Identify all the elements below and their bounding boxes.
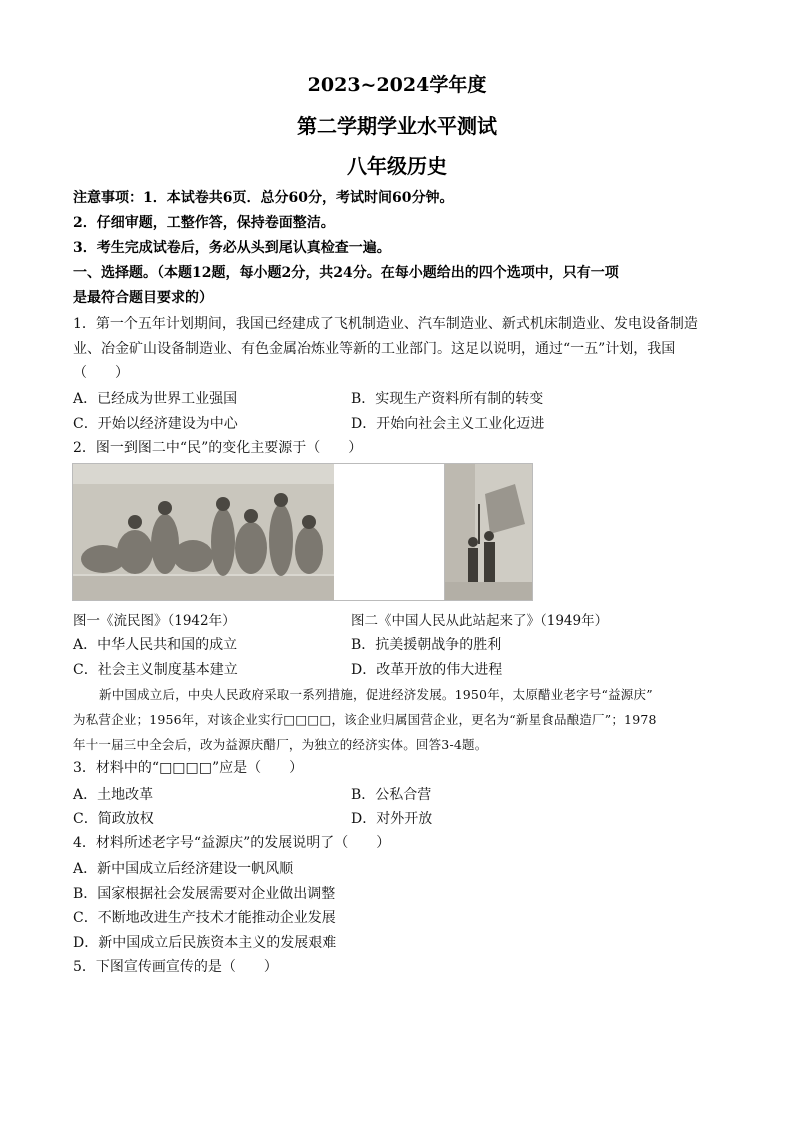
q2-option-a: A．中华人民共和国的成立 [73,637,238,653]
q2-option-d: D．改革开放的伟大进程 [351,662,503,678]
section-heading-line1: 一、选择题。（本题12题，每小题2分，共24分。在每小题给出的四个选项中，只有一项 [73,265,619,281]
q3-option-d: D．对外开放 [351,811,433,827]
note-1: 注意事项：1．本试卷共6页．总分60分，考试时间60分钟。 [73,190,454,206]
q1-stem-line3: （ ） [73,365,129,381]
q4-option-c: C．不断地改进生产技术才能推动企业发展 [73,910,336,926]
q2-option-b: B．抗美援朝战争的胜利 [351,637,502,653]
figure-gap [334,463,444,601]
q3-option-b: B．公私合营 [351,787,432,803]
material-line2: 为私营企业；1956年，对该企业实行□□□□，该企业归属国营企业，更名为“新星食品酿造厂”；1978 [73,712,657,727]
figure-1-image [72,463,336,601]
q1-option-a: A．已经成为世界工业强国 [73,391,238,407]
q1-stem-line1: 1．第一个五年计划期间，我国已经建成了飞机制造业、汽车制造业、新式机床制造业、发电设备制造 [73,316,698,332]
material-line1: 新中国成立后，中央人民政府采取一系列措施，促进经济发展。1950年，太原醋业老字号“益源庆” [99,687,653,702]
q1-option-d: D．开始向社会主义工业化迈进 [351,416,545,432]
q3-stem: 3．材料中的“□□□□”应是（ ） [73,760,304,776]
q4-option-b: B．国家根据社会发展需要对企业做出调整 [73,886,336,902]
refugee-painting-illustration [73,464,335,600]
q3-option-a: A．土地改革 [73,787,154,803]
q2-stem: 2．图一到图二中“民”的变化主要源于（ ） [73,440,363,456]
figure-1-caption: 图一《流民图》（1942年） [73,613,236,629]
section-heading-line2: 是最符合题目要求的） [73,290,213,306]
q2-option-c: C．社会主义制度基本建立 [73,662,238,678]
figure-2-image [444,463,533,601]
subject-title: 八年级历史 [347,154,447,178]
exam-name-title: 第二学期学业水平测试 [297,114,497,138]
q5-stem: 5．下图宣传画宣传的是（ ） [73,959,278,975]
q3-option-c: C．简政放权 [73,811,154,827]
standing-up-painting-illustration [445,464,532,600]
note-2: 2．仔细审题，工整作答，保持卷面整洁。 [73,215,335,231]
q4-stem: 4．材料所述老字号“益源庆”的发展说明了（ ） [73,835,391,851]
figure-2-caption: 图二《中国人民从此站起来了》（1949年） [351,613,609,629]
q1-option-b: B．实现生产资料所有制的转变 [351,391,544,407]
q4-option-d: D．新中国成立后民族资本主义的发展艰难 [73,935,337,951]
note-3: 3．考生完成试卷后，务必从头到尾认真检查一遍。 [73,240,391,256]
exam-year-title: 2023~2024学年度 [307,74,487,96]
q1-option-c: C．开始以经济建设为中心 [73,416,238,432]
q1-stem-line2: 业、冶金矿山设备制造业、有色金属冶炼业等新的工业部门。这足以说明，通过“一五”计划，我国 [73,341,676,357]
q4-option-a: A．新中国成立后经济建设一帆风顺 [73,861,294,877]
material-line3: 年十一届三中全会后，改为益源庆醋厂，为独立的经济实体。回答3-4题。 [73,737,488,752]
